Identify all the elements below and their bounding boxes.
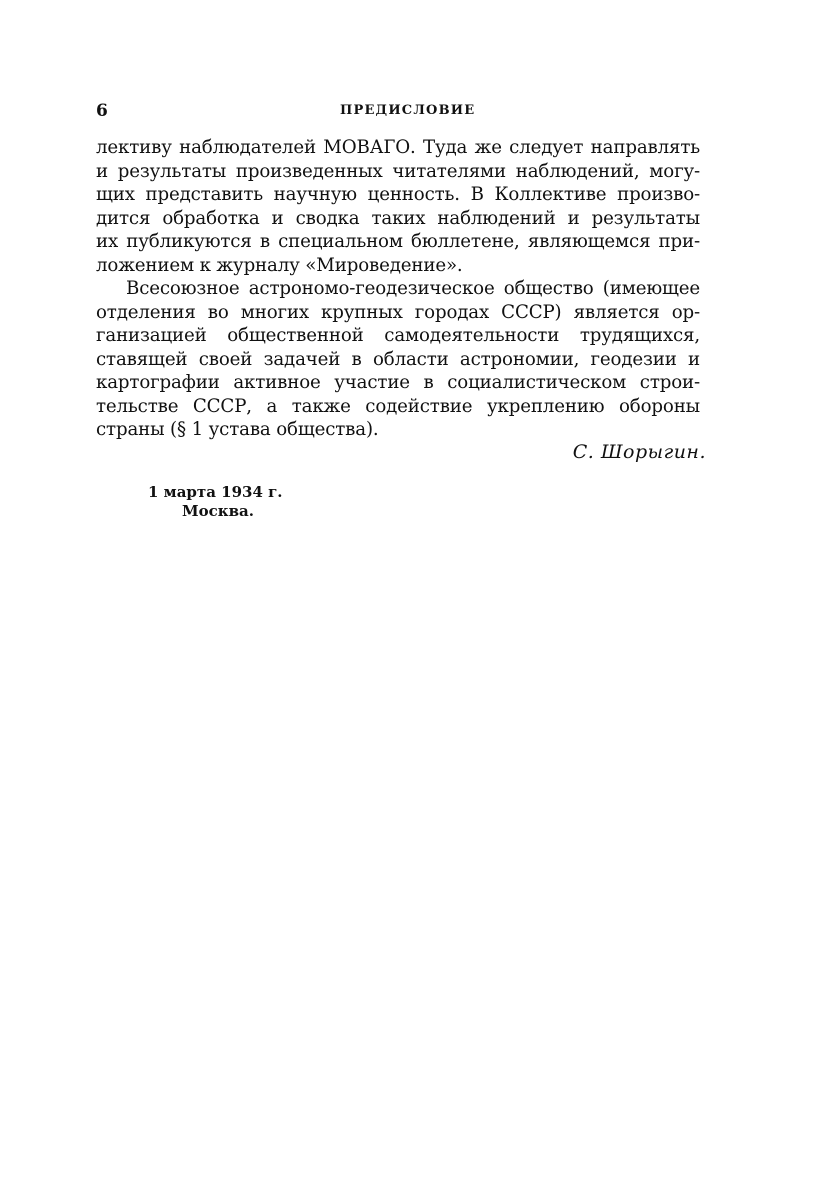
text-line: щих представить научную ценность. В Коллективе произво- bbox=[96, 184, 700, 205]
body-text bbox=[96, 136, 700, 442]
text-line: отделения во многих крупных городах СССР) является ор- bbox=[96, 301, 700, 323]
paragraph-2 bbox=[96, 277, 700, 442]
dateline bbox=[148, 483, 283, 521]
text-line: ложением к журналу «Мироведение». bbox=[96, 254, 463, 276]
text-line: тельстве СССР, а также содействие укреплению обороны bbox=[96, 395, 700, 417]
text-line: ганизацией общественной самодеятельности трудящихся, bbox=[96, 325, 700, 346]
author-signature: С. Шорыгин. bbox=[572, 441, 706, 463]
text-line: дится обработка и сводка таких наблюдений и результаты bbox=[96, 207, 700, 229]
text-line: и результаты произведенных читателями наблюдений, могу- bbox=[96, 160, 700, 182]
text-line: лективу наблюдателей МОВАГО. Туда же следует направлять bbox=[96, 137, 700, 158]
header-title: ПРЕДИСЛОВИЕ bbox=[340, 103, 476, 118]
text-line: Всесоюзное астрономо-геодезическое общество (имеющее bbox=[126, 278, 700, 299]
paragraph-1 bbox=[96, 136, 700, 277]
text-line: картографии активное участие в социалистическом строи- bbox=[96, 372, 700, 393]
text-line: ставящей своей задачей в области астрономии, геодезии и bbox=[96, 348, 700, 370]
date: 1 марта 1934 г. bbox=[148, 483, 283, 501]
running-head bbox=[96, 101, 700, 125]
page-number: 6 bbox=[96, 101, 108, 121]
text-line: их публикуются в специальном бюллетене, являющемся при- bbox=[96, 231, 700, 252]
city: Москва. bbox=[182, 502, 254, 520]
text-line: страны (§ 1 устава общества). bbox=[96, 419, 379, 440]
